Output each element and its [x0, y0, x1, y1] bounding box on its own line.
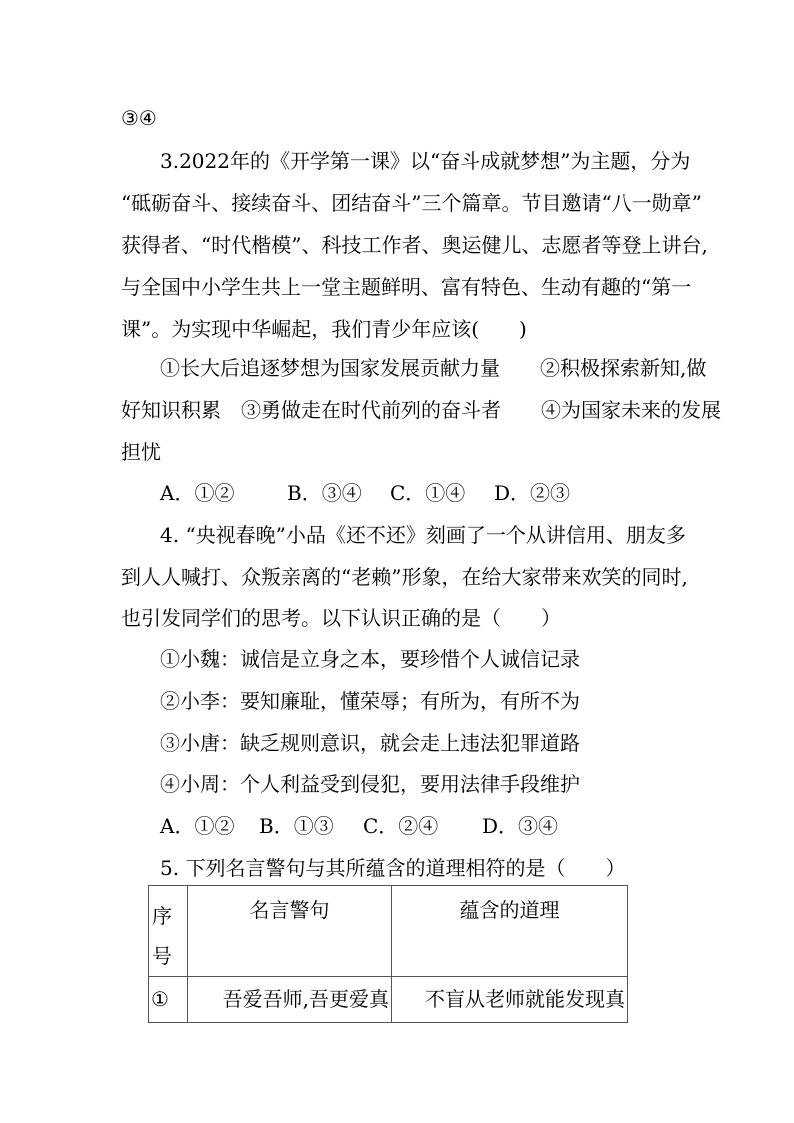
- row-quote-cell: 吾爱吾师,吾更爱真: [188, 977, 392, 1023]
- q3-stem-line: 与全国中小学生共上一堂主题鲜明、富有特色、生动有趣的“第一: [121, 275, 692, 299]
- q5-stem: 5. 下列名言警句与其所蕴含的道理相符的是（ ）: [160, 856, 626, 880]
- q4-option-a[interactable]: A．①②: [160, 814, 235, 838]
- header-cell-number: 序号: [149, 886, 188, 977]
- q4-options: [0, 814, 794, 838]
- q4-statement: ②小李：要知廉耻，懂荣辱；有所为，有所不为: [160, 689, 580, 713]
- q3-option-a[interactable]: A．①②: [160, 481, 235, 505]
- q3-statement-line: 担忧: [121, 440, 161, 464]
- q3-stem-line: 获得者、“时代楷模”、科技工作者、奥运健儿、志愿者等登上讲台,: [121, 233, 708, 257]
- q3-option-d[interactable]: D．②③: [494, 481, 571, 505]
- q3-statement-line: 好知识积累 ③勇做走在时代前列的奋斗者 ④为国家未来的发展: [121, 398, 721, 422]
- table-row: [149, 977, 628, 1023]
- q3-stem-line: 课”。为实现中华崛起，我们青少年应该( ): [121, 317, 527, 341]
- q3-option-c[interactable]: C．①④: [390, 481, 466, 505]
- q4-statement: ④小周：个人利益受到侵犯，要用法律手段维护: [160, 772, 580, 796]
- q4-statement: ③小唐：缺乏规则意识，就会走上违法犯罪道路: [160, 731, 580, 755]
- header-cell-meaning: 蕴含的道理: [392, 886, 628, 977]
- q4-option-b[interactable]: B．①③: [259, 814, 334, 838]
- row-meaning-cell: 不盲从老师就能发现真: [392, 977, 628, 1023]
- q4-stem-line: 也引发同学们的思考。以下认识正确的是（ ）: [121, 606, 561, 630]
- q4-statement: ①小魏：诚信是立身之本，要珍惜个人诚信记录: [160, 647, 580, 671]
- q3-stem-line: 3.2022年的《开学第一课》以“奋斗成就梦想”为主题，分为: [160, 149, 691, 173]
- q3-option-b[interactable]: B．③④: [287, 481, 362, 505]
- header-cell-quote: 名言警句: [188, 886, 392, 977]
- q4-option-c[interactable]: C．②④: [363, 814, 439, 838]
- q4-stem-line: 4. “央视春晚”小品《还不还》刻画了一个从讲信用、朋友多: [160, 523, 686, 547]
- prev-answer-tail: ③④: [121, 106, 157, 130]
- q3-stem-line: “砥砺奋斗、接续奋斗、团结奋斗”三个篇章。节目邀请“八一勋章”: [121, 191, 702, 215]
- q4-stem-line: 到人人喊打、众叛亲离的“老赖”形象，在给大家带来欢笑的同时,: [121, 565, 688, 589]
- q3-statement-line: ①长大后追逐梦想为国家发展贡献力量 ②积极探索新知,做: [160, 356, 707, 380]
- q3-options: [0, 481, 794, 505]
- proverb-table: [148, 885, 628, 1023]
- table-header-row: [149, 886, 628, 977]
- q4-option-d[interactable]: D．③④: [482, 814, 559, 838]
- row-number-cell: ①: [149, 977, 188, 1023]
